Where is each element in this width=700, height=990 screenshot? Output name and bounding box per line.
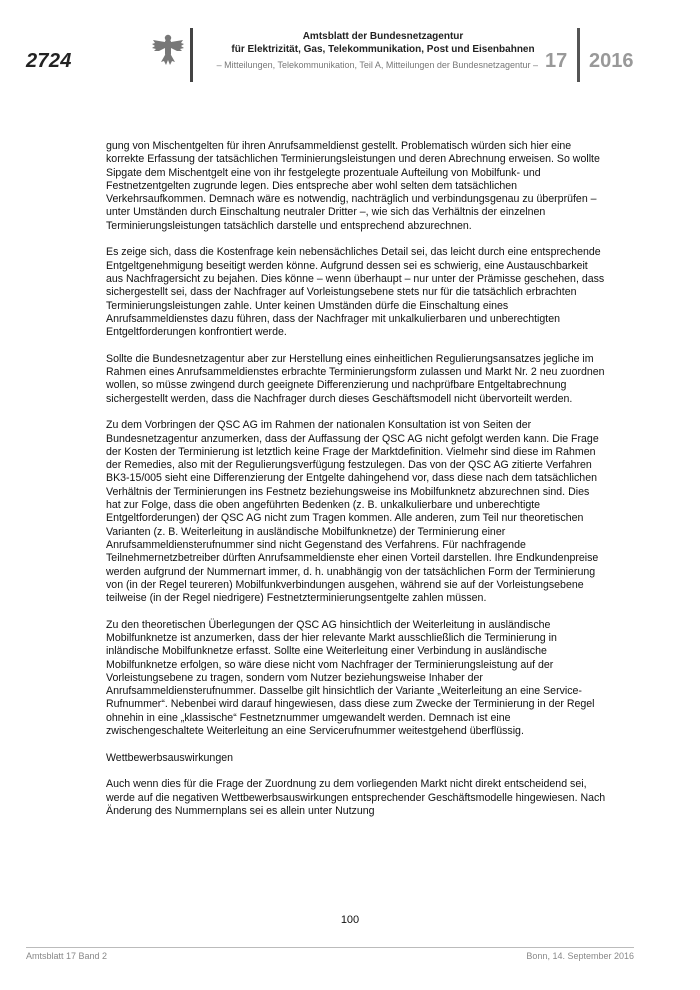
paragraph: Sollte die Bundesnetzagentur aber zur Herstellung eines einheitlichen Regulierungsansatzes jegliche im Rahmen eines Anrufsammeldienstes erbrachte Terminierungsform zulassen und Markt Nr. 2 neu zuordnen wollen, so müsse zwingend durch geeignete Differenzierung und nachprüfbare Entgeltabrechnung sichergestellt werden, dass die Nachfrager durch dieses Geschäftsmodell nicht übervorteilt werden. [106, 352, 605, 405]
federal-eagle-icon [151, 32, 185, 68]
document-body [106, 140, 606, 831]
section-heading: Wettbewerbsauswirkungen [106, 751, 233, 764]
footer-page-number: 100 [340, 914, 360, 926]
publication-title-line2: für Elektrizität, Gas, Telekommunikation, Post und Eisenbahnen [231, 44, 535, 55]
header-divider [190, 28, 193, 82]
footer-date: Bonn, 14. September 2016 [526, 951, 634, 961]
publication-subtitle: – Mitteilungen, Telekommunikation, Teil A, Mitteilungen der Bundesnetzagentur – [216, 60, 538, 70]
paragraph: gung von Mischentgelten für ihren Anrufsammeldienst gestellt. Problematisch würden sich hier eine korrekte Erfassung der tatsächlichen Terminierungsleistungen und deren Abrechnung erweisen. So wollte Sipgate dem Mischentgelt eine von ihr festgelegte prozentuale Aufteilung von Mobilfunk- und Festnetzentgelten zugrunde legen. Dies entspreche aber wohl selten dem tatsächlichen Verkehrsaufkommen. Demnach wäre es notwendig, nachträglich und verbindungsgenau zu überprüfen – unter Umständen durch Einschaltung neutraler Dritter –, wie sich das Verhältnis der einzelnen Terminierungsleistungen tatsächlich darstelle und entsprechend abzurechnen. [106, 140, 600, 232]
paragraph: Zu den theoretischen Überlegungen der QSC AG hinsichtlich der Weiterleitung in ausländische Mobilfunknetze ist anzumerken, dass der hier relevante Markt ausschließlich die Terminierung in inländische Mobilfunknetze erfasst. Sollte eine Weiterleitung einer Verbindung in ausländische Mobilfunknetze erfolgen, so wäre diese nicht vom Nachfrager der Terminierungsleistung auf der Vorleistungsebene zu tragen, sondern vom Nutzer beziehungsweise Inhaber der Anrufsammeldiensterufnummer. Dasselbe gilt hinsichtlich der Variante „Weiterleitung an eine Service-Rufnummer“. Nebenbei wird darauf hingewiesen, dass diese zum Zwecke der Terminierung in der Regel ohnehin in eine „klassische“ Festnetznummer umgewandelt werden. Demnach ist eine zwischengeschaltete Weiterleitung an eine Servicerufnummer weitestgehend überflüssig. [106, 618, 595, 738]
issue-divider [577, 28, 580, 82]
paragraph: Zu dem Vorbringen der QSC AG im Rahmen der nationalen Konsultation ist von Seiten der Bundesnetzagentur anzumerken, dass der Auffassung der QSC AG nicht gefolgt werden kann. Die Frage der Kosten der Terminierung ist letztlich keine Frage der Marktdefinition. Vielmehr sind diese im Rahmen der Remedies, also mit der Regulierungsverfügung festzulegen. Das von der QSC AG zitierte Verfahren BK3-15/005 sieht eine Differenzierung der Entgelte dahingehend vor, dass diese nach dem tatsächlichen Verhältnis der Terminierungen ins Festnetz beziehungsweise ins Mobilfunknetz abzurechnen sind. Dies hat zur Folge, dass die oben angeführten Bedenken (z. B. unkalkulierbare und unberechtigte Entgeltforderungen) der QSC AG nicht zum Tragen kommen. Alle anderen, zum Teil nur theoretischen Varianten (z. B. Weiterleitung in ausländische Mobilfunknetze) der Terminierung einer Anrufsammeldiensterufnummer sind nicht Gegenstand des Verfahrens. Für nachfragende Teilnehmernetzbetreiber dürften Anrufsammeldienste eher einen Vorteil darstellen. Ihre Endkundenpreise werden aufgrund der Nummernart immer, d. h. unabhängig von der tatsächlichen Form der Terminierung von (in der Regel teureren) Mobilfunkverbindungen ausgehen, während sie auf der Vorleistungsebene teilweise (in der Regel niedrigere) Festnetzterminierungsentgelte zahlen müssen. [106, 419, 599, 605]
footer-publication: Amtsblatt 17 Band 2 [26, 951, 108, 961]
issue-year: 2016 [589, 50, 634, 72]
page-number: 2724 [26, 50, 72, 72]
footer-divider [26, 947, 634, 948]
publication-title [198, 30, 568, 56]
paragraph: Es zeige sich, dass die Kostenfrage kein nebensächliches Detail sei, das leicht durch eine entsprechende Entgeltgenehmigung beseitigt werden könne. Aufgrund dessen sei es schwierig, eine Austauschbarkeit aus Nachfragersicht zu bejahen. Dies könne – wenn überhaupt – nur unter der Prämisse geschehen, dass sichergestellt sei, dass der Nachfrager auf Vorleistungsebene stets nur für die tatsächlich erbrachten Terminierungsleistungen zahle. Unter keinen Umständen dürfe die Einschaltung eines Anrufsammeldienstes dazu führen, dass der Nachfrager mit unkalkulierbaren und unberechtigten Entgeltforderungen konfrontiert werde. [106, 246, 605, 339]
issue-number: 17 [545, 50, 568, 72]
publication-title-line1: Amtsblatt der Bundesnetzagentur [302, 31, 464, 42]
paragraph: Auch wenn dies für die Frage der Zuordnung zu dem vorliegenden Markt nicht direkt entscheidend sei, werde auf die negativen Wettbewerbsauswirkungen entsprechender Geschäftsmodelle hingewiesen. Nach Änderung des Nummernplans sei es allein unter Nutzung [106, 778, 606, 817]
